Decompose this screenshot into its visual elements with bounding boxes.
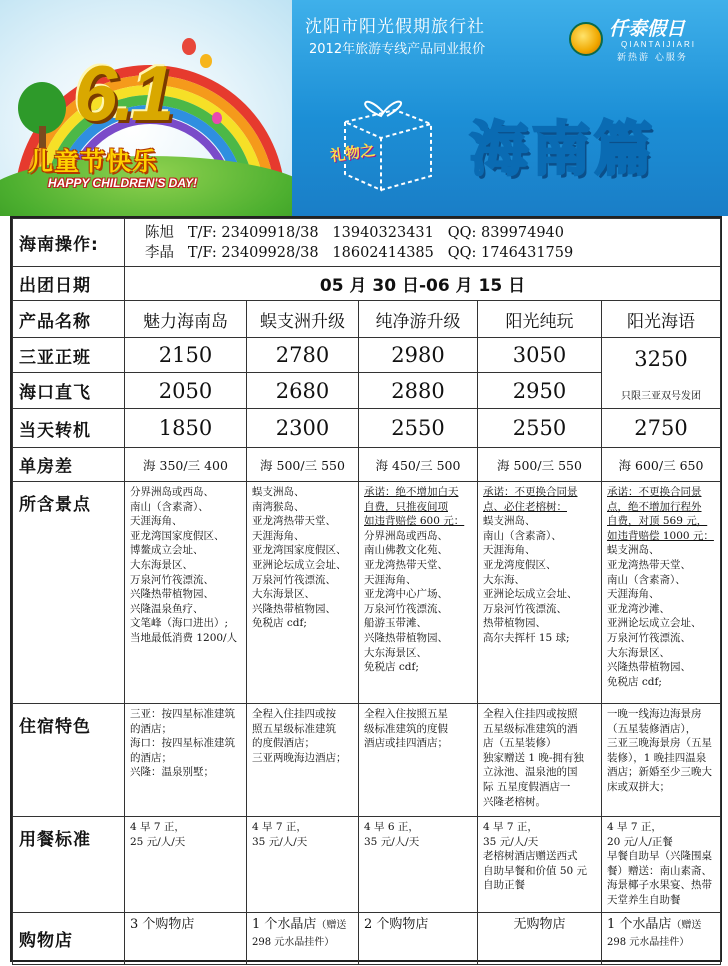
cell-line: 35 元/人/天 [483, 835, 539, 848]
shopping-cell [125, 913, 247, 965]
cell-line: 20 元/人/正餐 [607, 835, 673, 848]
cell-line: 兴隆老榕树。 [483, 795, 546, 808]
cell-line: 天涯海角、 [364, 573, 417, 586]
price-row-label: 海口直飞 [13, 373, 125, 409]
meals-label: 用餐标准 [13, 817, 125, 913]
cell-line: 级标准建筑的度假 [364, 722, 448, 735]
cell-line: 酒店或挂四酒店； [364, 737, 448, 750]
cell-line: 全程入住挂四或按照 [483, 708, 578, 720]
haikou-note: 只限三亚双号发团 [621, 390, 701, 402]
cell-line: 南山佛教文化苑、 [364, 544, 448, 557]
cell-line: 南山（含素斋）、 [130, 500, 209, 513]
single-room-value: 海 350/三 400 [125, 448, 247, 482]
cell-line: 点、必住老榕树： [483, 500, 567, 513]
accommodation-cell [359, 704, 478, 817]
product-name: 阳光海语 [602, 301, 721, 338]
header-banner [0, 0, 728, 216]
cell-line: 南山（含素斋）、 [607, 573, 686, 586]
childrens-day-artwork [0, 0, 292, 216]
contact-line: 李晶 T/F: 23409928/38 18602414385 QQ: 1746431759 [145, 244, 574, 261]
cell-line: 亚龙湾沙滩、 [607, 602, 670, 615]
cell-line: 亚洲论坛成立会址、 [252, 558, 347, 571]
cell-line: 35 元/人/天 [252, 835, 308, 848]
cell-line: 免税店 cdf; [252, 617, 307, 630]
cell-line: 自助早餐和价值 50 元 [483, 864, 588, 877]
shopping-label: 购物店 [13, 913, 125, 965]
cell-line: 大东海景区、 [130, 558, 193, 571]
cell-line: 25 元/人/天 [130, 835, 186, 848]
meals-cell [602, 817, 721, 913]
cell-line: 照五星级标准建筑 [252, 722, 336, 735]
cell-line: 三亚：按四星标准建筑 [130, 708, 235, 720]
price-value: 1850 [125, 409, 247, 448]
agency-name: 沈阳市阳光假期旅行社 [305, 17, 485, 37]
attractions-label: 所含景点 [13, 482, 125, 704]
accommodation-row [13, 704, 721, 817]
cell-line: 博鳌成立会址、 [130, 544, 204, 557]
cell-line: 兴隆：温泉别墅； [130, 766, 214, 779]
logo-emblem-icon [569, 22, 603, 56]
price-value: 2750 [602, 409, 721, 448]
cell-line: 自助正餐 [483, 879, 525, 892]
product-name: 蜈支洲升级 [247, 301, 359, 338]
cell-line: 如违背赔偿 1000 元： [607, 529, 714, 542]
cell-line: 热带植物园、 [483, 617, 546, 630]
price-row-label: 三亚正班 [13, 338, 125, 373]
cell-line: 独家赠送 1 晚-拥有独 [483, 751, 584, 764]
attractions-cell [125, 482, 247, 704]
meals-cell [247, 817, 359, 913]
balloon-icon [200, 54, 212, 68]
contact-row [13, 219, 721, 267]
cell-line: 老榕树酒店赠送西式 [483, 850, 578, 863]
shopping-main: 1 个水晶店 [252, 917, 317, 932]
cell-line: 如违背赔偿 600 元： [364, 515, 465, 528]
cell-line: 早餐自助早（兴隆围桌 [607, 850, 712, 863]
cell-line: 兴隆热带植物园、 [130, 588, 214, 601]
price-value: 2550 [478, 409, 602, 448]
cell-line: （五星装修酒店）， [607, 722, 697, 735]
cell-line: 4 早 7 正， [130, 821, 185, 833]
price-value: 2980 [359, 338, 478, 373]
cell-line: 万泉河竹筏漂流、 [252, 573, 336, 586]
contact-label: 海南操作: [13, 219, 125, 267]
shopping-cell [359, 913, 478, 965]
cell-line: 立泳池、温泉池的国 [483, 766, 578, 779]
section-title: 海南篇 [470, 115, 657, 183]
contact-cell [125, 219, 721, 267]
attractions-cell [247, 482, 359, 704]
cell-line: 4 早 7 正， [252, 821, 307, 833]
single-room-value: 海 500/三 550 [478, 448, 602, 482]
accommodation-cell [478, 704, 602, 817]
cell-line: 35 元/人/天 [364, 835, 420, 848]
price-row [13, 338, 721, 373]
shopping-row [13, 913, 721, 965]
cell-line: 蜈支洲岛、 [252, 486, 305, 498]
cell-line: 天涯海角、 [483, 544, 536, 557]
cell-line: 装修），1 晚挂四温泉 [607, 751, 707, 764]
balloon-icon [182, 38, 196, 55]
price-value: 2300 [247, 409, 359, 448]
cell-line: 亚龙湾中心广场、 [364, 588, 448, 601]
cell-line: 自费，只推夜间项 [364, 500, 448, 513]
cell-line: 五星级标准建筑的酒 [483, 722, 578, 735]
cell-line: 际 五星度假酒店一 [483, 780, 571, 793]
cell-line: 床或双拼大； [607, 780, 670, 793]
cell-line: 海景椰子水果宴、热带 [607, 879, 712, 892]
cell-line: 4 早 7 正， [607, 821, 662, 833]
banner-subtitle: 2012年旅游专线产品同业报价 [309, 42, 486, 57]
cell-line: 大东海景区、 [364, 646, 427, 659]
cell-line: 天堂养生自助餐 [607, 893, 681, 906]
price-table-frame [10, 216, 722, 962]
cell-line: 海口：按四星标准建筑 [130, 737, 235, 750]
cell-line: 4 早 7 正， [483, 821, 538, 833]
cell-line: 一晚一线海边海景房 [607, 708, 702, 720]
logo-english: QIANTAIJIARI [621, 40, 696, 49]
cell-line: 全程入住挂四或按 [252, 708, 336, 720]
meals-cell [359, 817, 478, 913]
cell-line: 的度假酒店； [252, 737, 315, 750]
cell-line: 万泉河竹筏漂流、 [364, 602, 448, 615]
cell-line: 酒店；新婚至少三晚大 [607, 766, 712, 779]
cell-line: 承诺：不更换合同景 [483, 486, 578, 498]
cell-line: 天涯海角、 [607, 588, 660, 601]
cell-line: 亚龙湾国家度假区、 [130, 529, 225, 542]
price-value: 3250 [634, 346, 688, 371]
single-room-label: 单房差 [13, 448, 125, 482]
single-room-value: 海 500/三 550 [247, 448, 359, 482]
cell-line: 兴隆温泉鱼疗、 [130, 602, 204, 615]
single-room-row [13, 448, 721, 482]
shopping-cell [478, 913, 602, 965]
departure-row [13, 267, 721, 301]
price-row-label: 当天转机 [13, 409, 125, 448]
cell-line: 大东海景区、 [252, 588, 315, 601]
contact-line: 陈旭 T/F: 23409918/38 13940323431 QQ: 839974940 [145, 224, 564, 241]
company-logo [565, 8, 725, 68]
shopping-cell [602, 913, 721, 965]
cell-line: 天涯海角、 [252, 529, 305, 542]
shopping-extra: （赠送 298 元水晶挂件） [252, 920, 347, 948]
shopping-extra: （赠送 298 元水晶挂件） [607, 920, 702, 948]
cell-line: 亚龙湾热带天堂、 [364, 558, 448, 571]
price-value: 2950 [478, 373, 602, 409]
price-value: 2880 [359, 373, 478, 409]
cell-line: 分界洲岛或西岛、 [364, 529, 448, 542]
price-row [13, 409, 721, 448]
cell-line: 亚龙湾度假区、 [483, 558, 557, 571]
cell-line: 承诺：绝不增加白天 [364, 486, 459, 498]
price-value-cell [602, 338, 721, 409]
single-room-value: 海 450/三 500 [359, 448, 478, 482]
cell-line: 餐）赠送：南山素斋、 [607, 864, 712, 877]
product-label: 产品名称 [13, 301, 125, 338]
product-row [13, 301, 721, 338]
cell-line: 当地最低消费 1200/人 [130, 631, 238, 644]
cell-line: 三亚两晚海边酒店； [252, 751, 347, 764]
attractions-cell [602, 482, 721, 704]
accommodation-cell [602, 704, 721, 817]
cell-line: 船游玉带滩、 [364, 617, 427, 630]
festival-title: 儿童节快乐 [28, 148, 159, 176]
cell-line: 亚洲论坛成立会址、 [483, 588, 578, 601]
cell-line: 大东海、 [483, 573, 525, 586]
cell-line: 兴隆热带植物园、 [364, 631, 448, 644]
departure-dates: 05 月 30 日-06 月 15 日 [125, 267, 721, 301]
attractions-cell [478, 482, 602, 704]
cell-line: 南山（含素斋）、 [483, 529, 562, 542]
single-room-value: 海 600/三 650 [602, 448, 721, 482]
cell-line: 的酒店； [130, 751, 172, 764]
cell-line: 万泉河竹筏漂流、 [607, 631, 691, 644]
price-value: 2050 [125, 373, 247, 409]
cell-line: 三亚三晚海景房（五星 [607, 737, 712, 750]
cell-line: 免税店 cdf; [607, 675, 662, 688]
logo-slogan: 新热游 心服务 [617, 53, 688, 63]
cell-line: 点，绝不增加行程外 [607, 500, 702, 513]
price-value: 2780 [247, 338, 359, 373]
product-name: 阳光纯玩 [478, 301, 602, 338]
price-value: 2550 [359, 409, 478, 448]
cell-line: 自费，对顶 569 元， [607, 515, 708, 528]
cell-line: 4 早 6 正， [364, 821, 419, 833]
accommodation-label: 住宿特色 [13, 704, 125, 817]
cell-line: 万泉河竹筏漂流、 [130, 573, 214, 586]
cell-line: 全程入住按照五星 [364, 708, 448, 720]
shopping-main: 1 个水晶店 [607, 917, 672, 932]
cell-line: 南湾猴岛、 [252, 500, 305, 513]
gift-label: 礼物之 [329, 140, 377, 166]
cell-line: 大东海景区、 [607, 646, 670, 659]
shopping-main: 3 个购物店 [130, 917, 195, 932]
cell-line: 天涯海角、 [130, 515, 183, 528]
cell-line: 承诺：不更换合同景 [607, 486, 702, 498]
cell-line: 亚龙湾热带天堂、 [252, 515, 336, 528]
shopping-main: 2 个购物店 [364, 917, 429, 932]
price-value: 2680 [247, 373, 359, 409]
product-name: 纯净游升级 [359, 301, 478, 338]
cell-line: 免税店 cdf; [364, 661, 419, 674]
cell-line: 的酒店； [130, 722, 172, 735]
attractions-row [13, 482, 721, 704]
price-table [12, 218, 721, 965]
product-name: 魅力海南岛 [125, 301, 247, 338]
cell-line: 万泉河竹筏漂流、 [483, 602, 567, 615]
meals-row [13, 817, 721, 913]
cell-line: 分界洲岛或西岛、 [130, 486, 214, 498]
cell-line: 高尔夫挥杆 15 球; [483, 631, 570, 644]
festival-number: 6.1 [74, 49, 171, 137]
shopping-main: 无购物店 [513, 917, 566, 932]
attractions-cell [359, 482, 478, 704]
cell-line: 兴隆热带植物园、 [252, 602, 336, 615]
balloon-icon [212, 112, 222, 124]
cell-line: 兴隆热带植物园、 [607, 661, 691, 674]
meals-cell [125, 817, 247, 913]
price-value: 2150 [125, 338, 247, 373]
accommodation-cell [125, 704, 247, 817]
departure-label: 出团日期 [13, 267, 125, 301]
accommodation-cell [247, 704, 359, 817]
logo-name: 仟泰假日 [609, 18, 686, 40]
cell-line: 蜈支洲岛、 [483, 515, 536, 528]
cell-line: 店（五星装修） [483, 737, 557, 750]
shopping-cell [247, 913, 359, 965]
cell-line: 亚龙湾热带天堂、 [607, 558, 691, 571]
cell-line: 亚洲论坛成立会址、 [607, 617, 702, 630]
cell-line: 蜈支洲岛、 [607, 544, 660, 557]
meals-cell [478, 817, 602, 913]
cell-line: 亚龙湾国家度假区、 [252, 544, 347, 557]
price-value: 3050 [478, 338, 602, 373]
cell-line: 文笔峰（海口进出）; [130, 617, 229, 630]
festival-english: HAPPY CHILDREN'S DAY! [48, 176, 198, 190]
